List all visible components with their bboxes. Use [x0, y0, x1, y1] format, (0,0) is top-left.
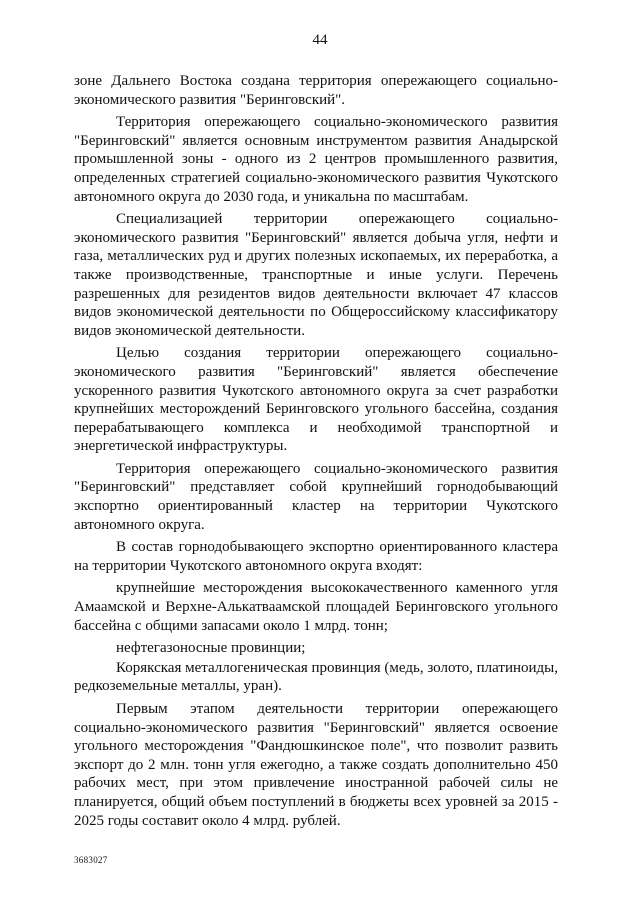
- document-code: 3683027: [74, 855, 108, 865]
- list-item-koryak-province: Корякская металлогеническая провинция (медь, золото, платиноиды, редкоземельные металлы, уран).: [74, 659, 558, 695]
- document-body: [74, 72, 558, 834]
- paragraph-tor-instrument: Территория опережающего социально-экономического развития "Беринговский" является основным инструментом развития Анадырской промышленной зоны - одного из 2 центров промышленного развития, определенных стратегией социально-экономического развития Чукотского автономного округа до 2030 года, и уникальна по масштабам.: [74, 114, 558, 205]
- paragraph-cluster-composition: В состав горнодобывающего экспортно ориентированного кластера на территории Чукотского автономного округа входят:: [74, 539, 558, 574]
- paragraph-continuation: зоне Дальнего Востока создана территория опережающего социально-экономического развития "Беринговский".: [74, 73, 558, 108]
- list-item-coal-deposits: крупнейшие месторождения высококачественного каменного угля Амаамской и Верхне-Алькатваамской площадей Беринговского угольного бассейна с общими запасами около 1 млрд. тонн;: [74, 580, 558, 634]
- paragraph-cluster: Территория опережающего социально-экономического развития "Беринговский" представляет собой крупнейший горнодобывающий экспортно ориентированный кластер на территории Чукотского автономного округа.: [74, 460, 558, 533]
- paragraph-goal: Целью создания территории опережающего социально-экономического развития "Беринговский" является обеспечение ускоренного развития Чукотского автономного округа за счет разработки крупнейших месторождений Беринговского угольного бассейна, создания перерабатывающего комплекса и необходимой транспортной и энергетической инфраструктуры.: [74, 345, 558, 455]
- list-item-oil-gas: нефтегазоносные провинции;: [116, 640, 306, 657]
- page-number: 44: [312, 32, 328, 48]
- paragraph-specialization: Специализацией территории опережающего социально-экономического развития "Беринговский" является добыча угля, нефти и газа, металлических руд и других полезных ископаемых, их переработка, а также производственные, транспортные и иные услуги. Перечень разрешенных для резидентов видов деятельности включает 47 классов видов экономической деятельности по Общероссийскому классификатору видов экономической деятельности.: [74, 211, 558, 339]
- paragraph-first-stage: Первым этапом деятельности территории опережающего социально-экономического развития "Беринговский" является освоение угольного месторождения "Фандюшкинское поле", что позволит развить экспорт до 2 млн. тонн угля ежегодно, а также создать дополнительно 450 рабочих мест, при этом привлечение иностранной рабочей силы не планируется, общий объем поступлений в бюджеты всех уровней за 2015 - 2025 годы составит около 4 млрд. рублей.: [74, 701, 558, 829]
